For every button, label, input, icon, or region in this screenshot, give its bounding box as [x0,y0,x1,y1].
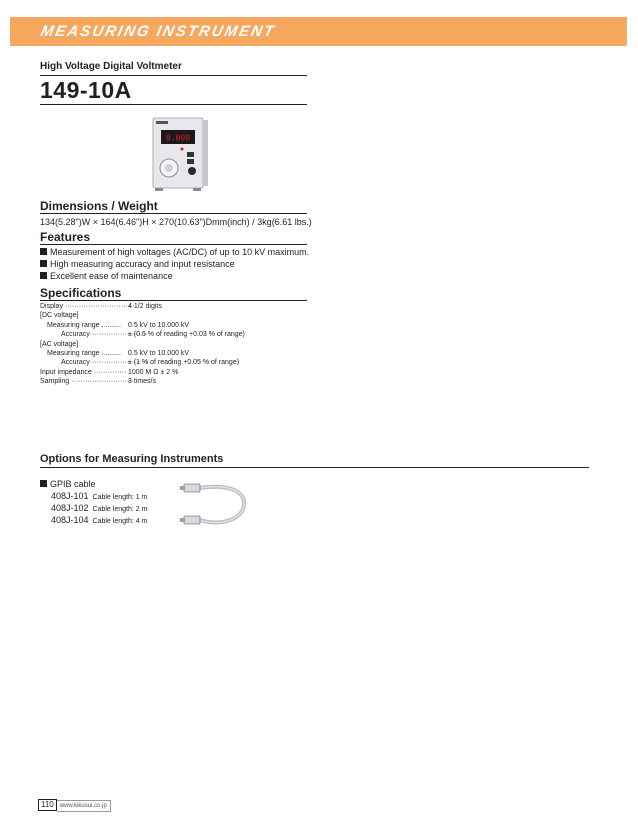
features-rule [40,244,307,245]
spec-value: 4 1/2 digits [128,303,162,310]
display-reading: 0.000 [165,133,191,143]
model-rule [40,104,307,105]
bullet-square-icon [40,272,47,279]
spec-group-label: [AC voltage] [40,341,79,348]
dimensions-text: 134(5.28")W × 164(6.46")H × 270(10.63")Dmm(inch) / 3kg(6.61 lbs.) [40,217,312,227]
spec-value: 3 times/s [128,378,157,385]
feature-item: Measurement of high voltages (AC/DC) of up to 10 kV maximum. [40,247,309,257]
bullet-square-icon [40,480,47,487]
page-footer [38,799,111,811]
bullet-square-icon [40,260,47,267]
specifications-heading: Specifications [40,286,122,300]
feature-item: Excellent ease of maintenance [40,271,173,281]
title-rule [40,75,307,76]
model-number: 149-10A [40,77,132,103]
spec-label: Measuring range .......... [47,322,121,329]
page-number: 110 [38,799,57,811]
spec-value: 0.5 kV to 10.000 kV [128,322,190,329]
bullet-square-icon [40,248,47,255]
spec-value: 0.5 kV to 10.000 kV [128,350,190,357]
section-banner [10,17,627,46]
spec-value: 1000 M Ω ± 2 % [128,369,179,376]
spec-label: Input impedance ·············· [40,369,127,376]
voltmeter-photo [147,116,209,192]
specifications-rule [40,300,307,301]
spec-label: Sampling ··························· [40,378,135,385]
gpib-cable-photo [178,478,248,530]
dimensions-rule [40,213,307,214]
spec-group-label: [DC voltage] [40,312,79,319]
product-category: High Voltage Digital Voltmeter [40,61,182,72]
features-heading: Features [40,230,91,244]
website-link[interactable]: www.kikusui.co.jp [57,800,111,812]
spec-label: Display ······························ [40,303,135,310]
options-group: GPIB cable [40,479,96,489]
spec-value: ± (1 % of reading +0.05 % of range) [128,359,240,366]
spec-label: Accuracy························· [61,331,149,338]
dimensions-heading: Dimensions / Weight [40,199,158,213]
spec-label: Accuracy························· [61,359,149,366]
options-heading: Options for Measuring Instruments [40,453,224,465]
cable-option: 408J-102 Cable length: 2 m [51,503,148,513]
cable-option: 408J-101 Cable length: 1 m [51,491,148,501]
options-rule [40,467,589,468]
banner-title: MEASURING INSTRUMENT [39,23,277,40]
spec-label: Measuring range .......... [47,350,121,357]
spec-value: ± (0.5 % of reading +0.03 % of range) [128,331,245,338]
cable-option: 408J-104 Cable length: 4 m [51,515,148,525]
feature-item: High measuring accuracy and input resistance [40,259,235,269]
